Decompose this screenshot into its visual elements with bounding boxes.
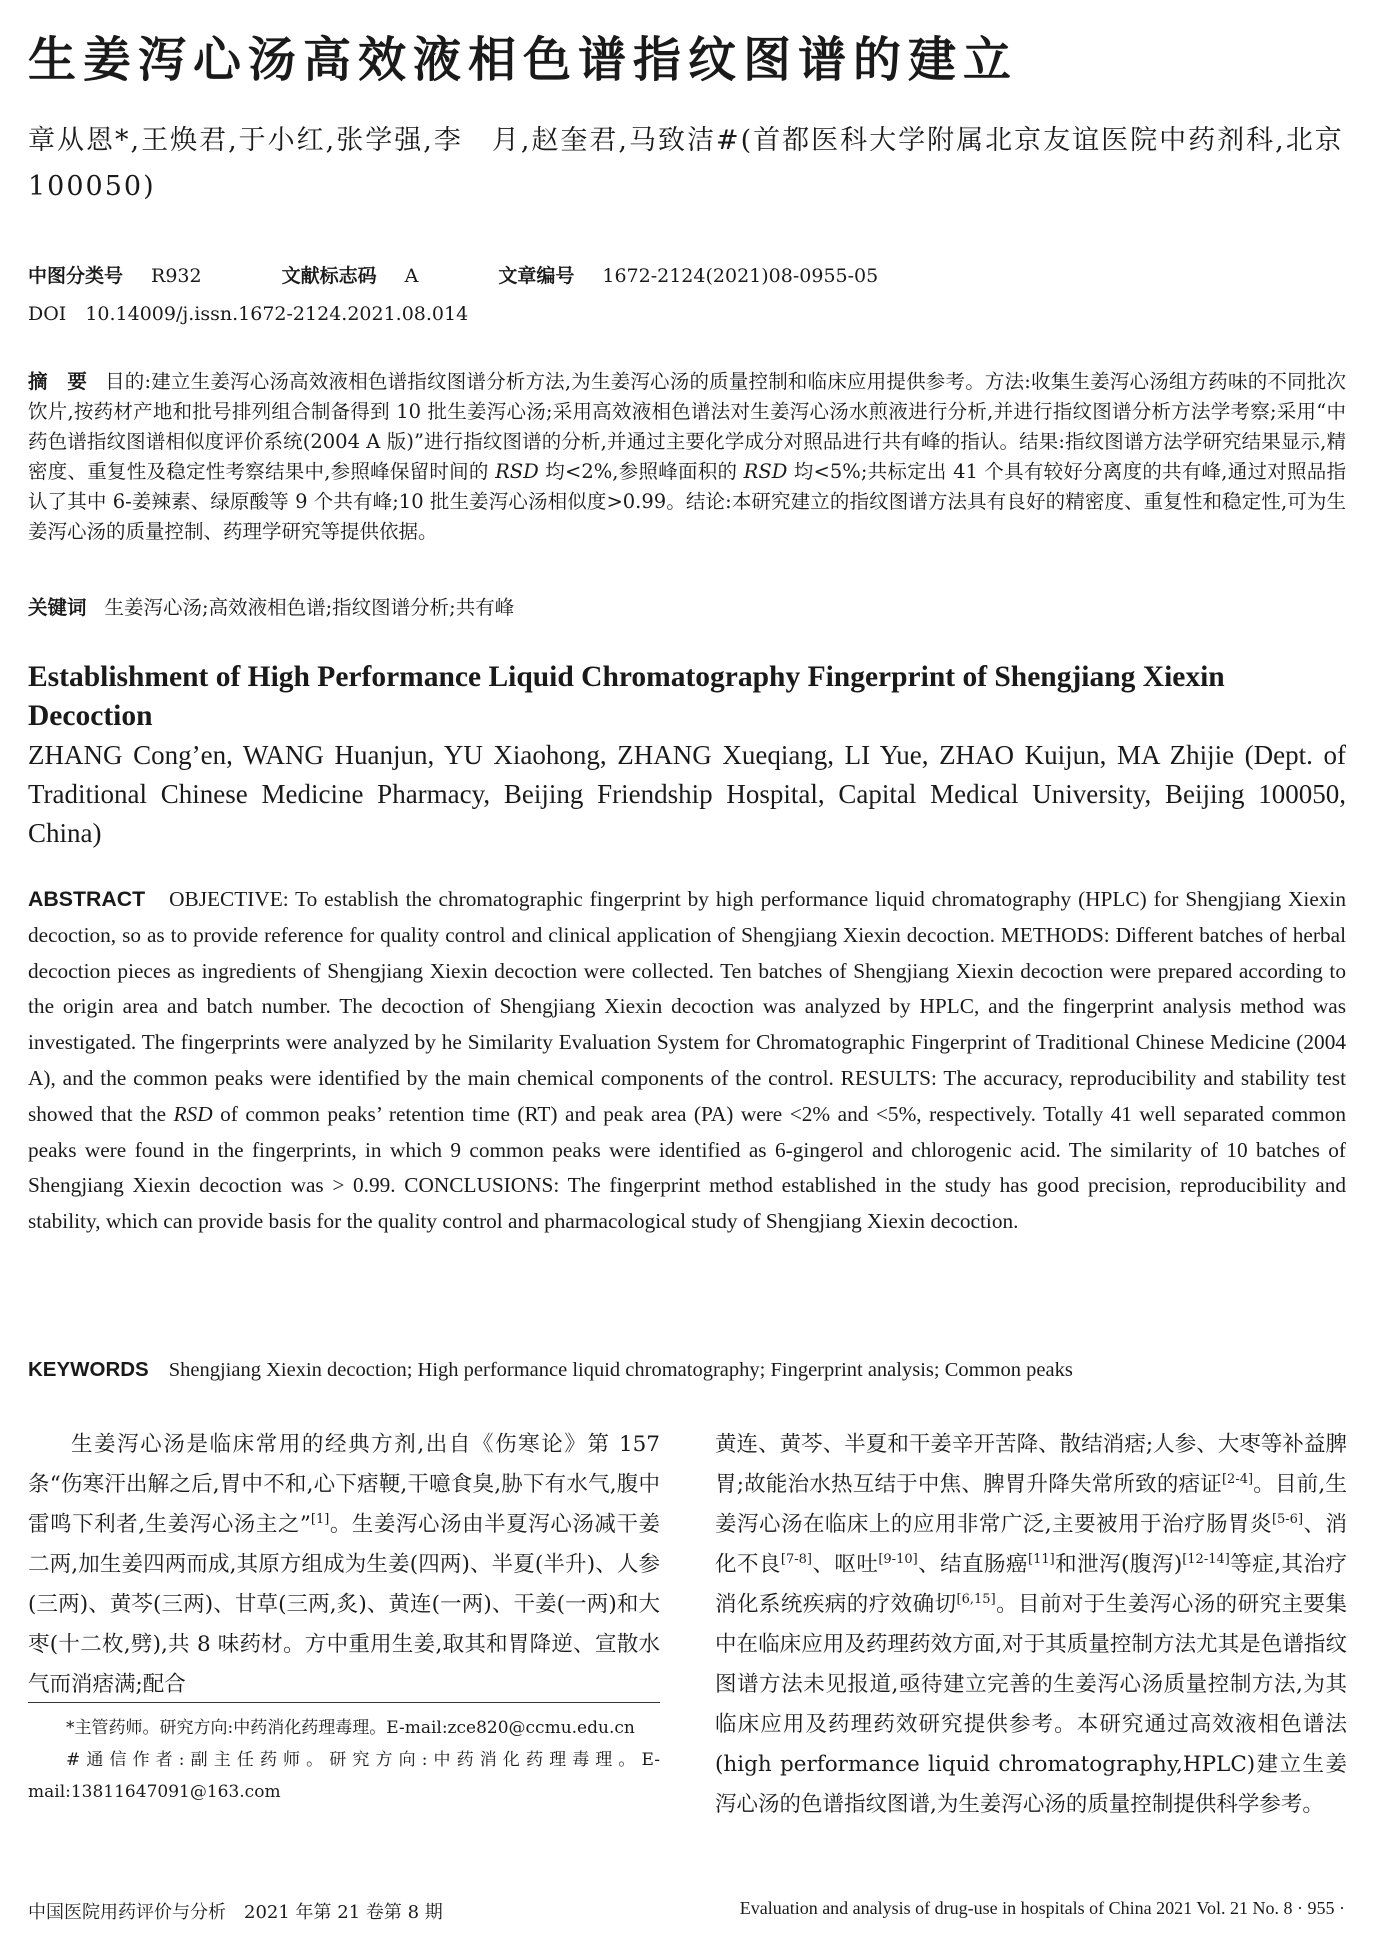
body-text: 和泄泻(腹泻) (1054, 1552, 1183, 1577)
footnote-corresponding-1: *主管药师。研究方向:中药消化药理毒理。E-mail:zce820@ccmu.edu.cn (66, 1718, 635, 1738)
authors-cn: 章从恩*,王焕君,于小红,张学强,李 月,赵奎君,马致洁#(首都医科大学附属北京友谊医院中药剂科,北京 100050) (28, 125, 1373, 202)
body-column-right (715, 1425, 1347, 1825)
footnote-divider (28, 1702, 660, 1703)
citation-ref: [11] (1028, 1551, 1055, 1567)
body-text: 、结直肠癌 (917, 1552, 1028, 1577)
rsd-term: RSD (173, 1101, 213, 1126)
citation-ref: [1] (310, 1511, 330, 1527)
article-metadata (28, 257, 1348, 333)
body-text: 。目前,生姜泻心汤在临床上的应用非常广泛,主要被用于治疗肠胃炎 (715, 1472, 1347, 1537)
footer-journal-en: Evaluation and analysis of drug-use in hospitals of China 2021 Vol. 21 No. 8 · 955 · (739, 1898, 1345, 1918)
rsd-term: RSD (743, 460, 788, 483)
abstract-cn-label: 摘 要 (28, 370, 88, 393)
body-text: 等症,其治疗消化系统疾病的疗效确切 (715, 1552, 1347, 1617)
doc-code-label: 文献标志码 (281, 265, 377, 287)
citation-ref: [2-4] (1221, 1471, 1254, 1487)
abstract-en-text-1: OBJECTIVE: To establish the chromatographic fingerprint by high performance liquid chromatography (HPLC) for Shengjiang Xiexin decoction, so as to provide reference for quality control and clinical application of Shengjiang Xiexin decoction. METHODS: Different batches of herbal decoction pieces as ingredients of Shengjiang Xiexin decoction were collected. Ten batches of Shengjiang Xiexin decoction were prepared according to the origin area and batch number. The decoction of Shengjiang Xiexin decoction was analyzed by HPLC, and the fingerprint analysis method was investigated. The fingerprints were analyzed by he Similarity Evaluation System for Chromatographic Fingerprint of Traditional Chinese Medicine (2004 A), and the common peaks were identified by the main chemical components of the control. RESULTS: The accuracy, reproducibility and stability test showed that the (28, 887, 1346, 1126)
classification-line (28, 257, 1348, 295)
body-text: 黄连、黄芩、半夏和干姜辛开苦降、散结消痞;人参、大枣等补益脾胃;故能治水热互结于中焦、脾胃升降失常所致的痞证 (715, 1432, 1347, 1497)
citation-ref: [9-10] (878, 1551, 918, 1567)
article-no-label: 文章编号 (498, 265, 575, 287)
clc-label: 中图分类号 (28, 265, 124, 287)
abstract-en-label: ABSTRACT (28, 887, 146, 911)
footnote-corresponding-2: #通信作者:副主任药师。研究方向:中药消化药理毒理。E-mail:13811647091@163.com (28, 1750, 660, 1802)
abstract-cn-text-3: 均<5%;共标定出 41 个具有较好分离度的共有峰,通过对照品指认了其中 6-姜辣素、绿原酸等 9 个共有峰;10 批生姜泻心汤相似度>0.99。结论:本研究建立的指纹图谱方法具有良好的精密度、重复性和稳定性,可为生姜泻心汤的质量控制、药理学研究等提供依据。 (28, 460, 1346, 543)
keywords-en (28, 1353, 1358, 1387)
body-text: 、消化不良 (715, 1512, 1347, 1577)
doi-line: DOI 10.14009/j.issn.1672-2124.2021.08.014 (28, 303, 469, 325)
clc-value: R932 (151, 265, 202, 287)
keywords-cn-label: 关键词 (28, 596, 87, 619)
citation-ref: [7-8] (780, 1551, 812, 1567)
article-no-value: 1672-2124(2021)08-0955-05 (602, 265, 879, 287)
abstract-cn-text-2: 均<2%,参照峰面积的 (538, 460, 744, 483)
keywords-cn-text: 生姜泻心汤;高效液相色谱;指纹图谱分析;共有峰 (104, 596, 515, 619)
citation-ref: [12-14] (1182, 1551, 1230, 1567)
abstract-cn-text-1: 目的:建立生姜泻心汤高效液相色谱指纹图谱分析方法,为生姜泻心汤的质量控制和临床应用提供参考。方法:收集生姜泻心汤组方药味的不同批次饮片,按药材产地和批号排列组合制备得到 10 批生姜泻心汤;采用高效液相色谱法对生姜泻心汤水煎液进行分析,并进行指纹图谱分析方法学考察;采用“中药色谱指纹图谱相似度评价系统(2004 A 版)”进行指纹图谱的分析,并通过主要化学成分对照品进行共有峰的指认。结果:指纹图谱方法学研究结果显示,精密度、重复性及稳定性考察结果中,参照峰保留时间的 (28, 370, 1346, 483)
abstract-en-text-2: of common peaks’ retention time (RT) and peak area (PA) were <2% and <5%, respectively. Totally 41 well separated common peaks were found in the fingerprints, in which 9 common peaks were identified as 6-gingerol and chlorogenic acid. The similarity of 10 batches of Shengjiang Xiexin decoction was > 0.99. CONCLUSIONS: The fingerprint method established in the study has good precision, reproducibility and stability, which can provide basis for the quality control and pharmacological study of Shengjiang Xiexin decoction. (28, 1101, 1346, 1234)
abstract-cn (28, 367, 1346, 547)
paper-title-en: Establishment of High Performance Liquid Chromatography Fingerprint of Shengjiang Xiexin Decoction (28, 661, 1225, 732)
footnotes (28, 1712, 660, 1808)
body-text: 。生姜泻心汤由半夏泻心汤减干姜二两,加生姜四两而成,其原方组成为生姜(四两)、半夏(半升)、人参(三两)、黄芩(三两)、甘草(三两,炙)、黄连(一两)、干姜(一两)和大枣(十二枚,劈),共 8 味药材。方中重用生姜,取其和胃降逆、宣散水气而消痞满;配合 (28, 1512, 660, 1697)
body-text: 、呕吐 (811, 1552, 879, 1577)
keywords-en-label: KEYWORDS (28, 1358, 149, 1381)
paper-title-cn: 生姜泻心汤高效液相色谱指纹图谱的建立 (28, 32, 1019, 88)
keywords-cn (28, 593, 1346, 623)
abstract-en (28, 882, 1346, 1240)
keywords-en-text: Shengjiang Xiexin decoction; High performance liquid chromatography; Fingerprint analysis; Common peaks (168, 1359, 1073, 1381)
footer-journal-cn: 中国医院用药评价与分析 2021 年第 21 卷第 8 期 (28, 1902, 443, 1923)
citation-ref: [6,15] (956, 1591, 996, 1607)
body-text: 。目前对于生姜泻心汤的研究主要集中在临床应用及药理药效方面,对于其质量控制方法尤其是色谱指纹图谱方法未见报道,亟待建立完善的生姜泻心汤质量控制方法,为其临床应用及药理药效研究提供参考。本研究通过高效液相色谱法(high performance liquid chromatography,HPLC)建立生姜泻心汤的色谱指纹图谱,为生姜泻心汤的质量控制提供科学参考。 (715, 1592, 1347, 1817)
body-text: 生姜泻心汤是临床常用的经典方剂,出自《伤寒论》第 157 条“伤寒汗出解之后,胃中不和,心下痞鞕,干噫食臭,胁下有水气,腹中雷鸣下利者,生姜泻心汤主之” (28, 1432, 660, 1537)
body-column-left (28, 1425, 660, 1705)
authors-en: ZHANG Cong’en, WANG Huanjun, YU Xiaohong, ZHANG Xueqiang, LI Yue, ZHAO Kuijun, MA Zhijie (Dept. of Traditional Chinese Medicine Pharmacy, Beijing Friendship Hospital, Capital Medical University, Beijing 100050, China) (28, 740, 1346, 848)
citation-ref: [5-6] (1271, 1511, 1304, 1527)
doc-code-value: A (404, 265, 419, 287)
rsd-term: RSD (495, 460, 539, 483)
